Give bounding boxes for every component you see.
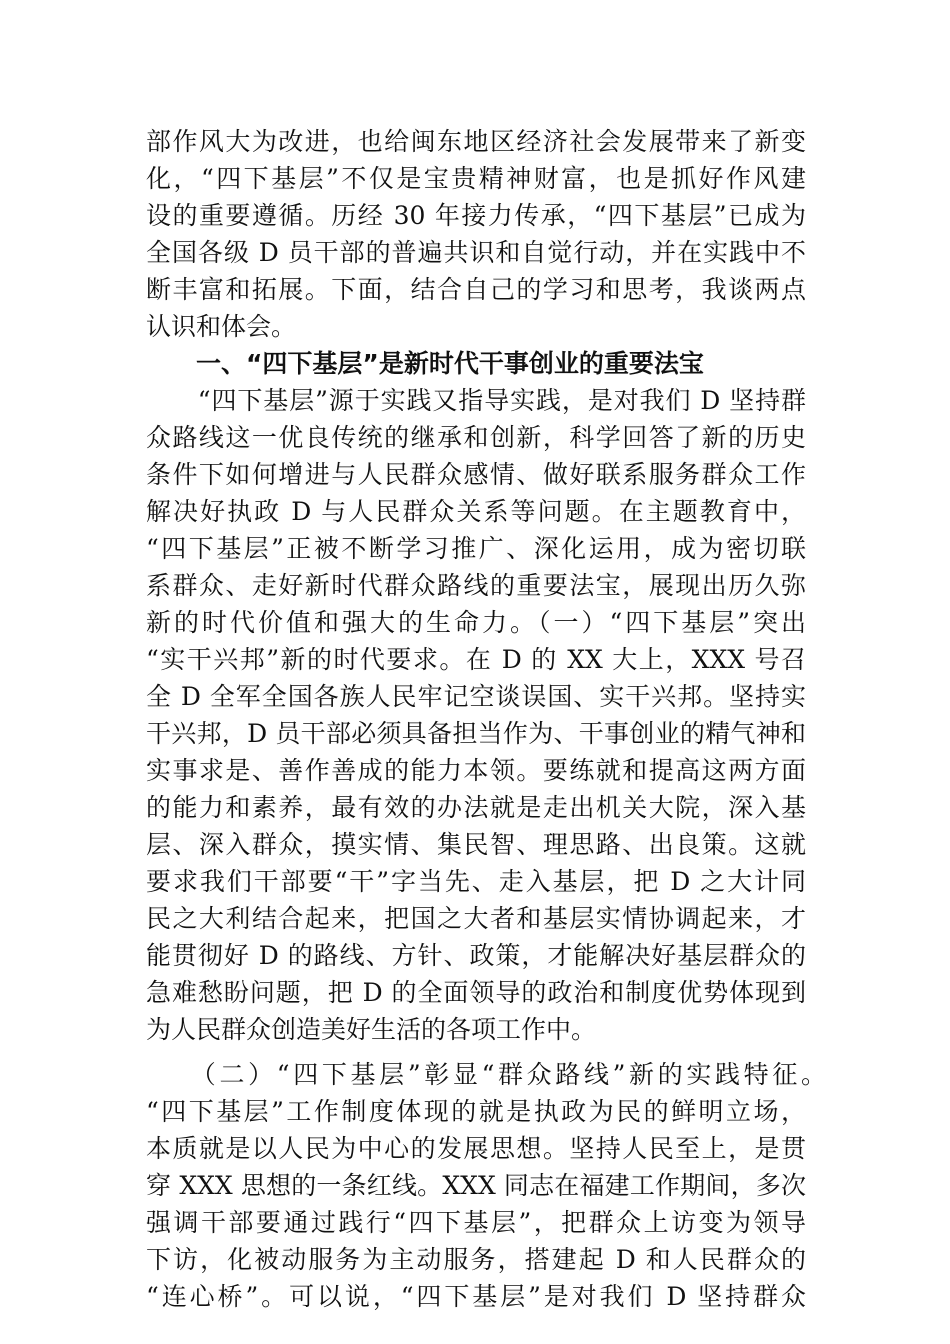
paragraph-line: 干兴邦，D 员干部必须具备担当作为、干事创业的精气神和 [146, 719, 806, 748]
paragraph-line: 要求我们干部要“干”字当先、走入基层，把 D 之大计同 [146, 867, 806, 896]
paragraph-line: 强调干部要通过践行“四下基层”，把群众上访变为领导 [146, 1208, 806, 1237]
paragraph-line: 层、深入群众，摸实情、集民智、理思路、出良策。这就 [146, 830, 806, 859]
paragraph-line: 化，“四下基层”不仅是宝贵精神财富，也是抓好作风建 [146, 164, 806, 193]
paragraph-line: “四下基层”源于实践又指导实践，是对我们 D 坚持群 [146, 386, 806, 415]
paragraph-line: 全 D 全军全国各族人民牢记空谈误国、实干兴邦。坚持实 [146, 682, 806, 711]
paragraph-line: 的能力和素养，最有效的办法就是走出机关大院，深入基 [146, 793, 806, 822]
paragraph-line: 众路线这一优良传统的继承和创新，科学回答了新的历史 [146, 423, 806, 452]
paragraph-line: 民之大利结合起来，把国之大者和基层实情协调起来，才 [146, 904, 806, 933]
paragraph-line: 设的重要遵循。历经 30 年接力传承，“四下基层”已成为 [146, 201, 806, 230]
paragraph-line: “四下基层”工作制度体现的就是执政为民的鲜明立场， [146, 1097, 806, 1126]
paragraph-line: 能贯彻好 D 的路线、方针、政策，才能解决好基层群众的 [146, 941, 806, 970]
paragraph-line: 条件下如何增进与人民群众感情、做好联系服务群众工作 [146, 460, 806, 489]
paragraph-line: 系群众、走好新时代群众路线的重要法宝，展现出历久弥 [146, 571, 806, 600]
paragraph-line: 为人民群众创造美好生活的各项工作中。 [146, 1015, 597, 1044]
paragraph-line: 下访，化被动服务为主动服务，搭建起 D 和人民群众的 [146, 1245, 806, 1274]
paragraph-line: 穿 XXX 思想的一条红线。XXX 同志在福建工作期间，多次 [146, 1171, 806, 1200]
paragraph-line: 解决好执政 D 与人民群众关系等问题。在主题教育中， [146, 497, 806, 526]
paragraph-line: 部作风大为改进，也给闽东地区经济社会发展带来了新变 [146, 127, 806, 156]
section-heading: 一、“四下基层”是新时代干事创业的重要法宝 [196, 349, 704, 378]
paragraph-line: （二）“四下基层”彰显“群众路线”新的实践特征。 [146, 1060, 826, 1089]
paragraph-line: “实干兴邦”新的时代要求。在 D 的 XX 大上，XXX 号召 [146, 645, 806, 674]
paragraph-line: 急难愁盼问题，把 D 的全面领导的政治和制度优势体现到 [146, 978, 806, 1007]
paragraph-line: 全国各级 D 员干部的普遍共识和自觉行动，并在实践中不 [146, 238, 806, 267]
paragraph-line: 实事求是、善作善成的能力本领。要练就和提高这两方面 [146, 756, 806, 785]
paragraph-line: “连心桥”。可以说，“四下基层”是对我们 D 坚持群众 [146, 1282, 806, 1311]
paragraph-line: “四下基层”正被不断学习推广、深化运用，成为密切联 [146, 534, 806, 563]
paragraph-line: 认识和体会。 [146, 312, 297, 341]
paragraph-line: 断丰富和拓展。下面，结合自己的学习和思考，我谈两点 [146, 275, 806, 304]
paragraph-line: 本质就是以人民为中心的发展思想。坚持人民至上，是贯 [146, 1134, 806, 1163]
paragraph-line: 新的时代价值和强大的生命力。（一）“四下基层”突出 [146, 608, 806, 637]
